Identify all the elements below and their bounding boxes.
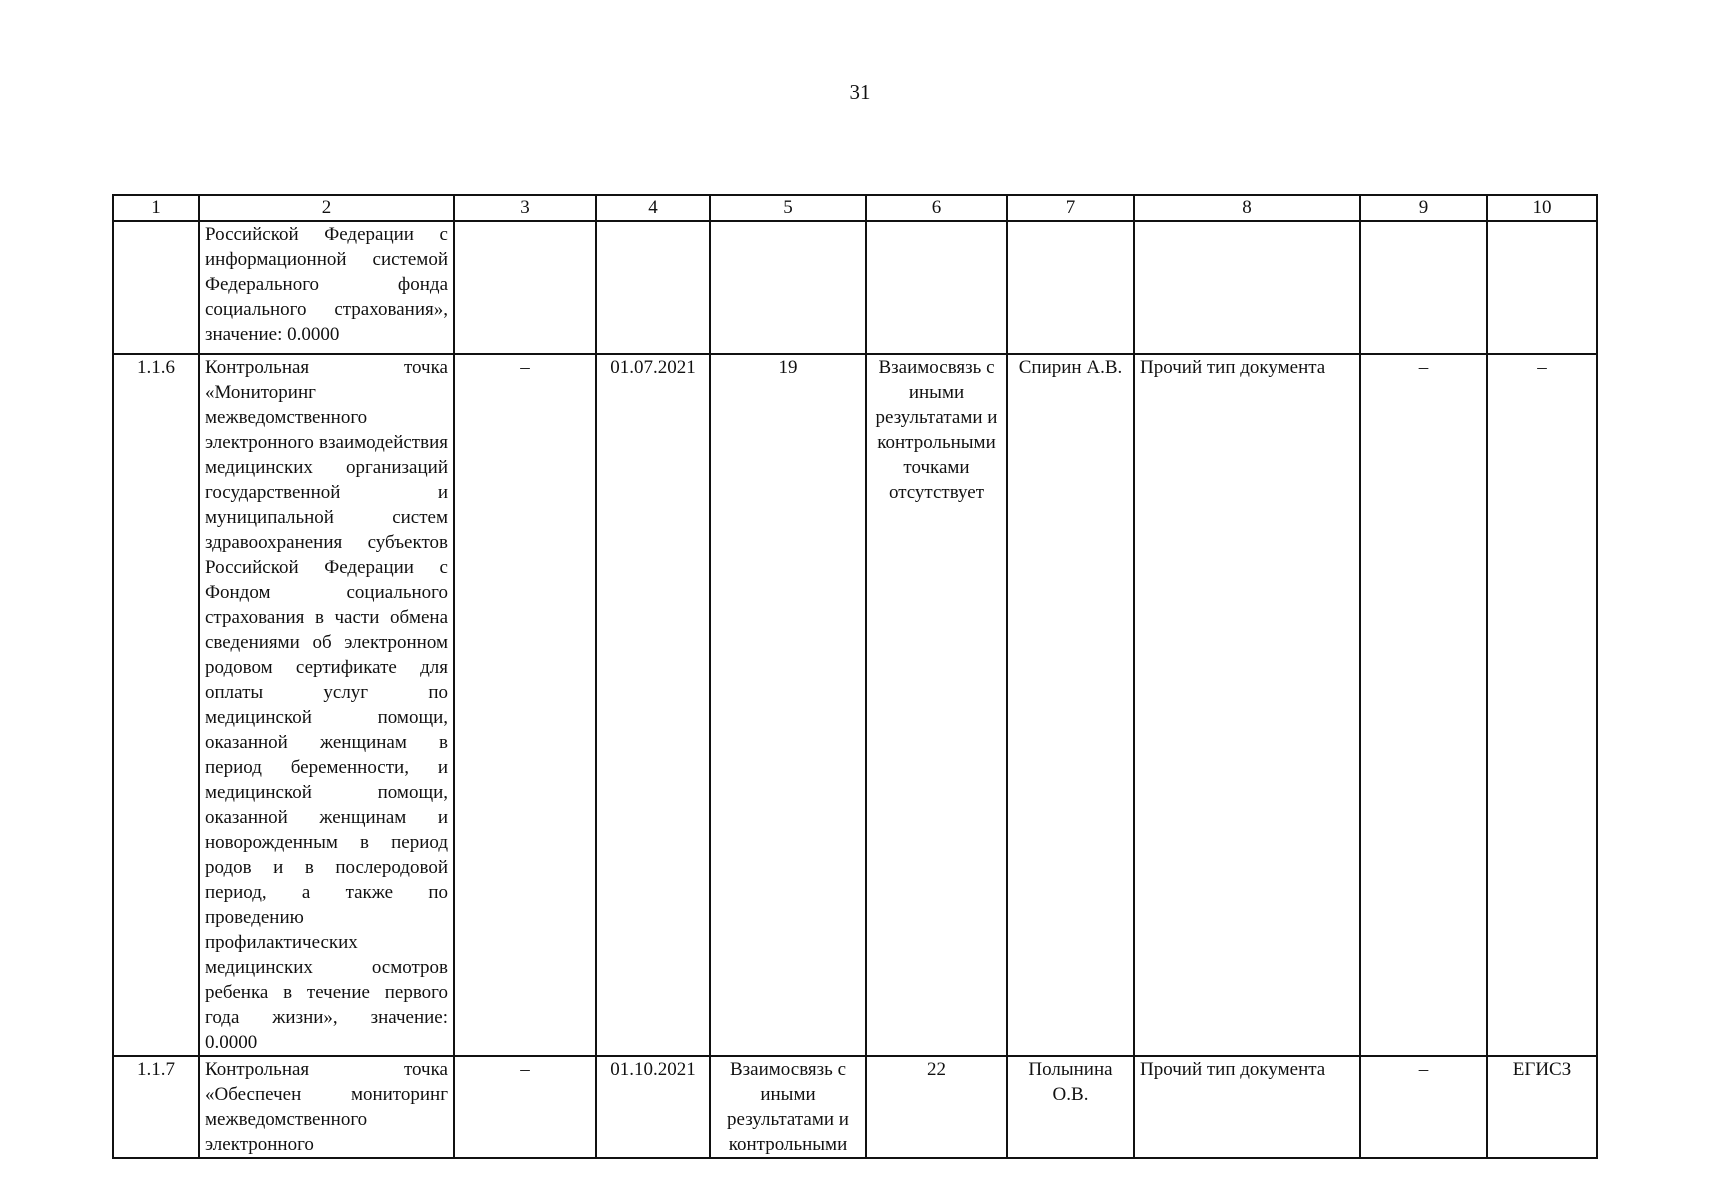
row-number <box>113 221 199 354</box>
row-cell <box>1134 221 1360 354</box>
row-responsible: Полынина О.В. <box>1007 1056 1134 1158</box>
column-header: 1 <box>113 195 199 221</box>
row-cell: 19 <box>710 354 866 1056</box>
table-row <box>113 1056 1597 1158</box>
row-name-text: Контрольная точка «Обеспечен мониторинг межведомственного электронного <box>205 1059 448 1155</box>
table-row <box>113 354 1597 1056</box>
page-number: 31 <box>849 80 871 104</box>
row-cell <box>866 221 1007 354</box>
row-number: 1.1.6 <box>113 354 199 1056</box>
row-cell: – <box>1487 354 1597 1056</box>
row-date: 01.10.2021 <box>596 1056 710 1158</box>
row-cell: – <box>454 354 596 1056</box>
row-cell: 22 <box>866 1056 1007 1158</box>
row-cell <box>1487 221 1597 354</box>
column-header: 7 <box>1007 195 1134 221</box>
row-cell: – <box>1360 1056 1487 1158</box>
column-header: 3 <box>454 195 596 221</box>
header-row <box>113 195 1597 221</box>
row-cell: Взаимосвязь с иными результатами и контрольными точками отсутствует <box>866 354 1007 1056</box>
row-cell <box>710 221 866 354</box>
row-name <box>199 1056 454 1158</box>
column-header: 4 <box>596 195 710 221</box>
column-header: 5 <box>710 195 866 221</box>
row-name: Российской Федерации с информационной системой Федерального фонда социального страхования», значение: 0.0000 <box>199 221 454 354</box>
column-header: 10 <box>1487 195 1597 221</box>
column-header: 6 <box>866 195 1007 221</box>
column-header: 8 <box>1134 195 1360 221</box>
row-number: 1.1.7 <box>113 1056 199 1158</box>
table-row <box>113 221 1597 354</box>
document-table <box>112 194 1598 1159</box>
row-date: 01.07.2021 <box>596 354 710 1056</box>
row-cell: – <box>454 1056 596 1158</box>
row-cell: – <box>1360 354 1487 1056</box>
row-cell <box>710 1056 866 1158</box>
row-document-type: Прочий тип документа <box>1134 1056 1360 1158</box>
row-cell-text: Взаимосвязь с иными результатами и контрольными <box>727 1059 849 1155</box>
row-responsible: Спирин А.В. <box>1007 354 1134 1056</box>
row-cell <box>1007 221 1134 354</box>
row-document-type: Прочий тип документа <box>1134 354 1360 1056</box>
column-header: 9 <box>1360 195 1487 221</box>
row-cell <box>1360 221 1487 354</box>
row-cell <box>454 221 596 354</box>
row-cell: ЕГИСЗ <box>1487 1056 1597 1158</box>
row-name: Контрольная точка «Мониторинг межведомственного электронного взаимодействия медицинских организаций государственной и муниципальной систем здравоохранения субъектов Российской Федерации с Фондом социального страхования в части обмена сведениями об электронном родовом сертификате для оплаты услуг по медицинской помощи, оказанной женщинам в период беременности, и медицинской помощи, оказанной женщинам и новорожденным в период родов и в послеродовой период, а также по проведению профилактических медицинских осмотров ребенка в течение первого года жизни», значение: 0.0000 <box>199 354 454 1056</box>
column-header: 2 <box>199 195 454 221</box>
row-cell <box>596 221 710 354</box>
